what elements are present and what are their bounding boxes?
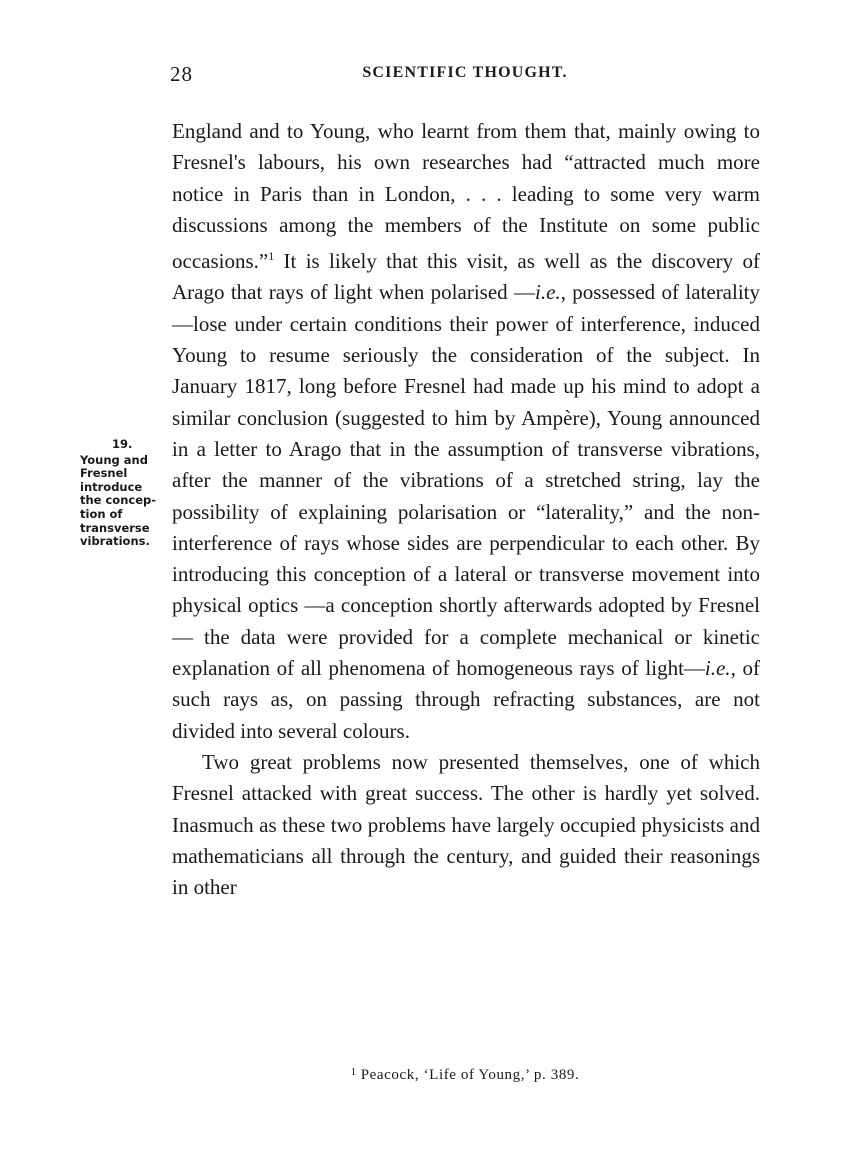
paragraph-1-text-d: , of such rays as, on passing through refracting substances, are not divided into several colours. (172, 656, 760, 743)
footnote-text: Peacock, ‘Life of Young,’ p. 389. (360, 1067, 580, 1083)
margin-note-text: Young and Fresnel introduce the concep-tion of transverse vibrations. (80, 452, 157, 549)
margin-note (80, 438, 166, 549)
paragraph-2: Two great problems now presented themselves, one of which Fresnel attacked with great success. The other is hardly yet solved. Inasmuch as these two problems have largely occupied physicists and mathematicians all through the century, and guided their reasonings in other (172, 749, 760, 900)
footnote-mark: 1 (350, 1066, 357, 1078)
paragraph-1-text-a: England and to Young, who learnt from them that, mainly owing to Fresnel's labours, his own researches had “attracted much more notice in Paris than in London, . . . leading to some very warm discussions among the members of the Institute on some public occasions.” (172, 119, 760, 274)
page-number: 28 (170, 62, 193, 86)
abbrev-ie: i.e. (535, 280, 561, 305)
paragraph-1-text-b: It is likely that this visit, as well as the discovery of Arago that rays of light when polarised — (172, 249, 760, 305)
margin-note-number: 19. (112, 437, 133, 451)
body-text (172, 116, 760, 903)
paragraph-1 (172, 116, 760, 747)
footnote (170, 1066, 760, 1084)
footnote-reference: 1 (268, 249, 275, 264)
abbrev-ie: i.e. (704, 656, 731, 681)
running-title: SCIENTIFIC THOUGHT. (362, 64, 568, 81)
page-header (170, 62, 760, 92)
paragraph-1-text-c: , possessed of laterality—lose under certain conditions their power of interference, induced Young to resume seriously the consideration of the subject. In January 1817, long before Fresnel had made up his mind to adopt a similar conclusion (suggested to him by Ampère), Young announced in a letter to Arago that in the assumption of transverse vibrations, after the manner of the vibrations of a stretched string, lay the possibility of explaining polarisation or “laterality,” and the non-interference of rays whose sides are perpendicular to each other. By introducing this conception of a lateral or transverse movement into physical optics —a conception shortly afterwards adopted by Fresnel— the data were provided for a complete mechanical or kinetic explanation of all phenomena of homogeneous rays of light— (172, 280, 761, 681)
